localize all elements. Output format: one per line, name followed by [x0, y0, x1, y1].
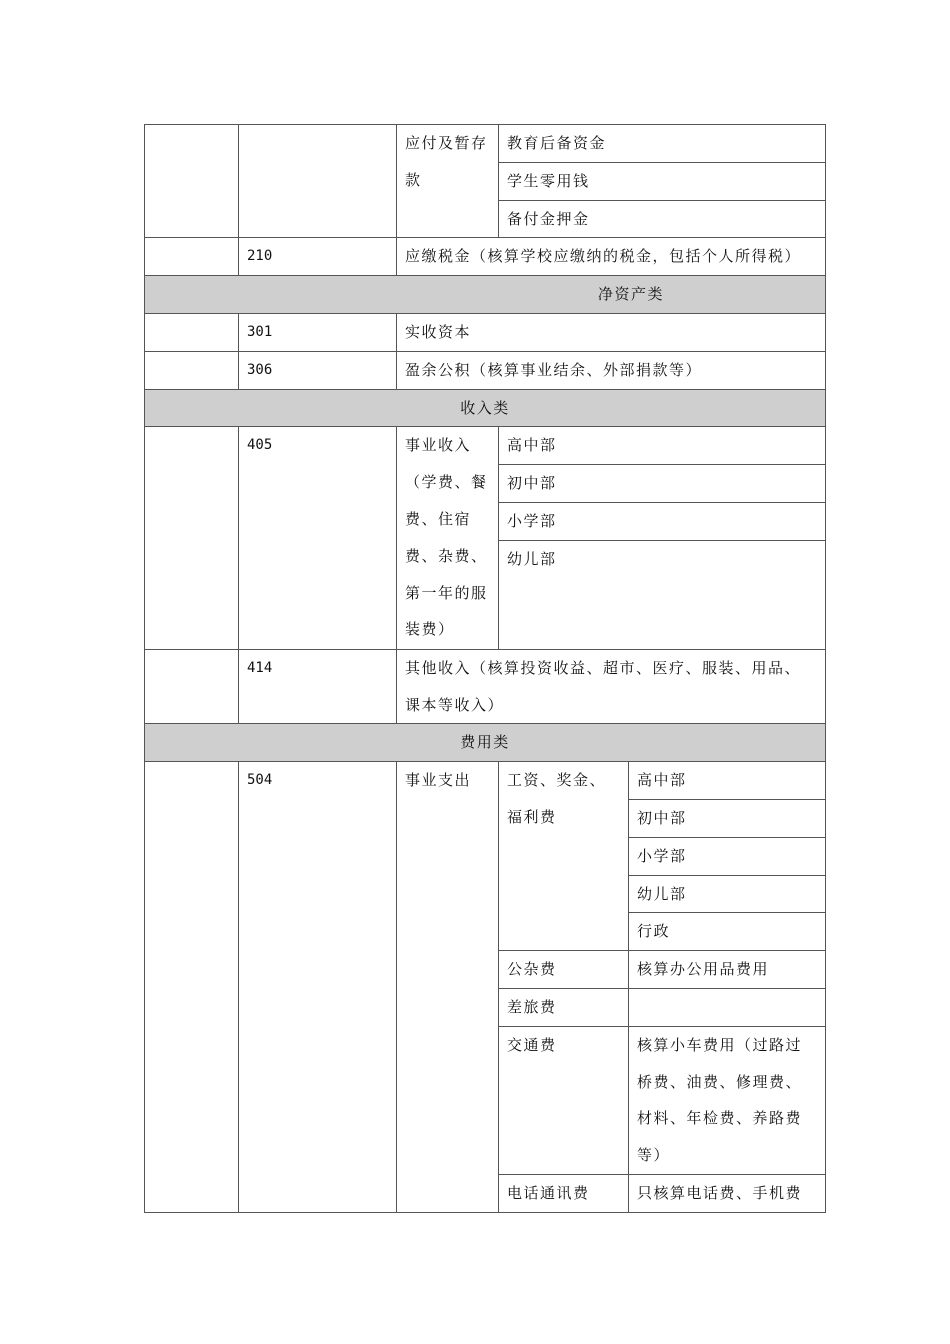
section-header: 收入类	[145, 389, 826, 427]
subitem-cell: 初中部	[629, 799, 826, 837]
expense-note: 核算小车费用（过路过桥费、油费、修理费、材料、年检费、养路费等）	[629, 1026, 826, 1174]
code-cell: 210	[239, 238, 397, 276]
subitem-cell: 备付金押金	[499, 200, 826, 238]
account-name: 事业收入（学费、餐费、住宿费、杂费、第一年的服装费）	[397, 427, 499, 649]
account-name: 事业支出	[397, 762, 499, 1213]
account-name: 其他收入（核算投资收益、超市、医疗、服装、用品、课本等收入）	[397, 649, 826, 724]
blank-cell	[145, 125, 239, 238]
section-header-row	[145, 389, 826, 427]
expense-category: 电话通讯费	[499, 1174, 629, 1212]
subitem-cell: 小学部	[629, 837, 826, 875]
table-row	[145, 762, 826, 800]
subitem-cell: 学生零用钱	[499, 162, 826, 200]
table-row	[145, 427, 826, 465]
account-name: 实收资本	[397, 313, 826, 351]
blank-cell	[145, 351, 239, 389]
table-row	[145, 125, 826, 163]
subitem-cell: 高中部	[629, 762, 826, 800]
blank-cell	[145, 762, 239, 1213]
chart-of-accounts-table	[144, 124, 826, 1213]
code-cell	[239, 125, 397, 238]
code-cell: 504	[239, 762, 397, 1213]
account-name: 应付及暂存款	[397, 125, 499, 238]
blank-cell	[145, 649, 239, 724]
section-header-row	[145, 724, 826, 762]
blank-cell	[145, 238, 239, 276]
code-cell: 306	[239, 351, 397, 389]
subitem-cell: 幼儿部	[629, 875, 826, 913]
subitem-cell: 教育后备资金	[499, 125, 826, 163]
code-cell: 301	[239, 313, 397, 351]
account-table-page	[144, 124, 825, 1213]
table-row	[145, 313, 826, 351]
subitem-cell: 高中部	[499, 427, 826, 465]
subitem-cell: 行政	[629, 913, 826, 951]
subitem-cell: 幼儿部	[499, 540, 826, 649]
account-name: 盈余公积（核算事业结余、外部捐款等）	[397, 351, 826, 389]
table-row	[145, 649, 826, 724]
expense-note: 核算办公用品费用	[629, 951, 826, 989]
subitem-cell: 初中部	[499, 465, 826, 503]
code-cell: 414	[239, 649, 397, 724]
expense-category: 交通费	[499, 1026, 629, 1174]
account-name: 应缴税金（核算学校应缴纳的税金，包括个人所得税）	[397, 238, 826, 276]
table-row	[145, 351, 826, 389]
section-header: 净资产类	[145, 276, 826, 314]
subitem-cell: 小学部	[499, 502, 826, 540]
expense-category: 工资、奖金、福利费	[499, 762, 629, 951]
table-row	[145, 238, 826, 276]
expense-category: 公杂费	[499, 951, 629, 989]
blank-cell	[145, 427, 239, 649]
expense-category: 差旅费	[499, 988, 629, 1026]
code-cell: 405	[239, 427, 397, 649]
blank-cell	[145, 313, 239, 351]
section-header-row	[145, 276, 826, 314]
expense-note	[629, 988, 826, 1026]
expense-note: 只核算电话费、手机费	[629, 1174, 826, 1212]
section-header: 费用类	[145, 724, 826, 762]
